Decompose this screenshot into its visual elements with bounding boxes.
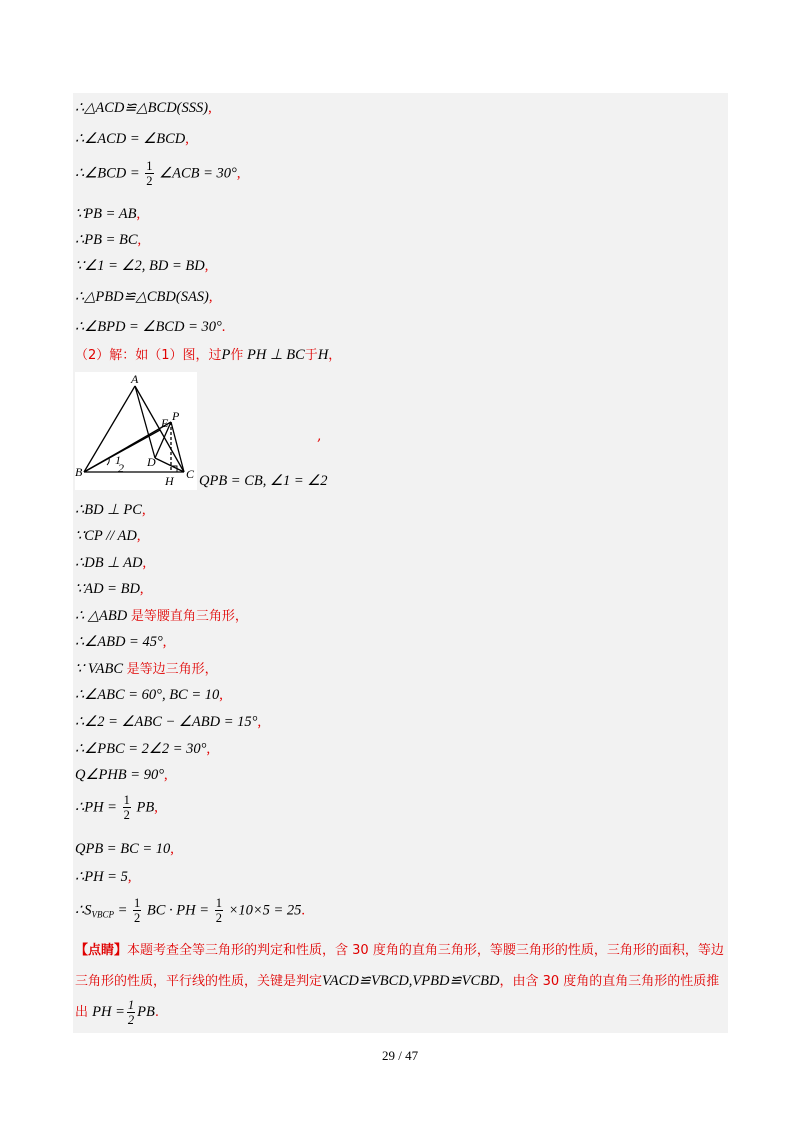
step-line: ∴∠BPD = ∠BCD = 30°. (75, 319, 226, 335)
step-line: $\therefore S_{VBCP}$ = $\frac{1}{2}$ BC · PH = $\frac{1}{2}$ ×10×5 = 25. (75, 896, 306, 925)
step-line: ∴∠ACD = ∠BCD, (75, 131, 189, 147)
part-two-heading: （2）解：如（1）图，过P作 PH ⊥ BC于H， (75, 347, 342, 363)
step-line: ∴△ACD≌△BCD(SSS), (75, 100, 212, 116)
key-point-note: 【点睛】本题考查全等三角形的判定和性质，含 30 度角的直角三角形，等腰三角形的性质，三角形的面积，等边三角形的性质，平行线的性质，关键是判定VACD≌VBCD,VPBD≌VCBD，由含 30 度角的直角三角形的性质推出 PH = $\frac{1}{2}$ PB. (75, 943, 724, 1027)
fraction: $\frac{1}{2}$ (215, 896, 222, 925)
step-line: ∵ VABC 是等边三角形， (75, 661, 218, 677)
step-line: ∴ △ABD 是等腰直角三角形， (75, 608, 248, 624)
label-angle-1: 1 (115, 453, 121, 467)
step-line: QPB = BC = 10, (75, 841, 174, 857)
step-line: ∴∠PBC = 2∠2 = 30°, (75, 741, 211, 757)
page-number: 29 / 47 (381, 1048, 419, 1063)
fraction: $\frac{1}{2}$ (134, 896, 141, 925)
triangle-diagram (75, 372, 197, 490)
step-line: Q∠PHB = 90°, (75, 767, 168, 783)
fraction: $\frac{1}{2}$ (127, 997, 135, 1027)
label-D: D (147, 455, 156, 469)
label-C: C (186, 467, 195, 481)
step-line: ∴∠ABD = 45°, (75, 634, 167, 650)
label-B: B (75, 465, 83, 479)
step-line: ∴∠2 = ∠ABC − ∠ABD = 15°, (75, 714, 262, 730)
label-P: P (172, 409, 180, 423)
step-line: QPB = CB, ∠1 = ∠2 (199, 473, 328, 489)
step-line: ∴BD ⊥ PC, (75, 502, 146, 518)
label-angle-2: 2 (118, 461, 124, 475)
label-H: H (165, 474, 174, 488)
step-line: ∴PH = 5, (75, 869, 132, 885)
geometry-figure (75, 372, 197, 490)
step-line: ∵∠1 = ∠2, BD = BD, (75, 258, 209, 274)
label-A: A (131, 372, 139, 386)
step-line: ∴∠BCD = $\frac{1}{2}$ ∠ACB = 30°, (75, 159, 241, 188)
step-line: ∴PH = $\frac{1}{2}$ PB, (75, 793, 158, 822)
fraction: $\frac{1}{2}$ (146, 159, 153, 188)
step-line: ∴DB ⊥ AD, (75, 555, 147, 571)
step-line: ∵PB = AB, (75, 206, 141, 222)
step-line: ∵AD = BD, (75, 581, 144, 597)
solution-panel (73, 93, 728, 1033)
fraction: $\frac{1}{2}$ (123, 793, 130, 822)
step-line: ∴PB = BC, (75, 232, 142, 248)
stray-comma: , (317, 428, 322, 444)
step-line: ∴△PBD≌△CBD(SAS), (75, 289, 213, 305)
label-E: E (161, 416, 169, 430)
step-line: ∴∠ABC = 60°, BC = 10, (75, 687, 223, 703)
step-line: ∵CP // AD, (75, 528, 141, 544)
note-tag: 【点睛】 (75, 943, 128, 958)
